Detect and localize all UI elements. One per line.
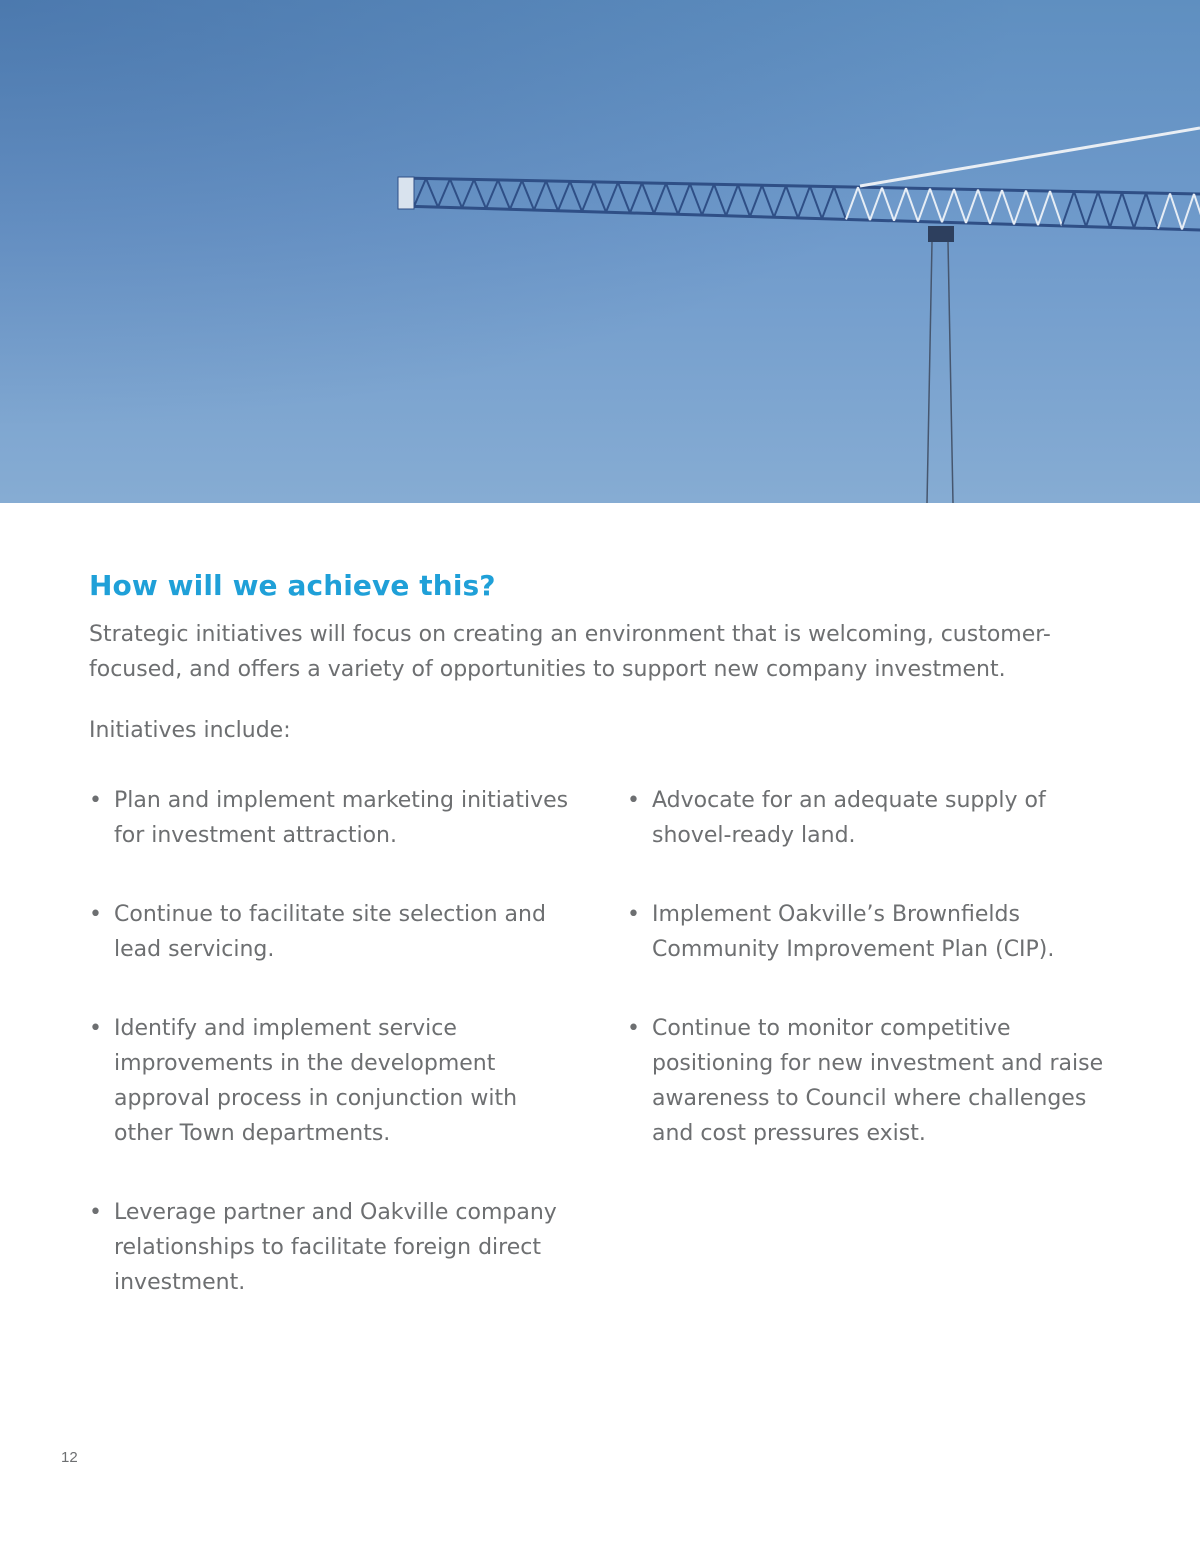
bullet-icon: • (627, 1016, 640, 1041)
bullet-icon: • (627, 902, 640, 927)
section-heading: How will we achieve this? (89, 569, 496, 602)
list-item-text: Leverage partner and Oakville company relationships to facilitate foreign direct investment. (114, 1200, 557, 1295)
intro-paragraph: Strategic initiatives will focus on creating an environment that is welcoming, customer-focused, and offers a variety of opportunities to support new company investment. (89, 622, 1051, 682)
initiatives-lead: Initiatives include: (89, 718, 291, 743)
list-item-text: Advocate for an adequate supply of shovel-ready land. (652, 788, 1046, 848)
list-item-text: Implement Oakville’s Brownfields Community Improvement Plan (CIP). (652, 902, 1055, 962)
bullet-icon: • (89, 788, 102, 813)
list-item (89, 1195, 579, 1300)
achievement-section (89, 567, 1129, 748)
bullet-icon: • (627, 788, 640, 813)
page-number: 12 (61, 1449, 78, 1466)
hero-photo (0, 0, 1200, 503)
initiatives-left-column (89, 783, 579, 1344)
bullet-icon: • (89, 1016, 102, 1041)
list-item-text: Continue to monitor competitive positioning for new investment and raise awareness to Council where challenges and cost pressures exist. (652, 1016, 1104, 1146)
list-item-text: Continue to facilitate site selection and lead servicing. (114, 902, 546, 962)
list-item (627, 783, 1117, 853)
bullet-icon: • (89, 1200, 102, 1225)
list-item-text: Identify and implement service improvements in the development approval process in conjunction with other Town departments. (114, 1016, 518, 1146)
initiatives-list (89, 783, 1129, 1343)
list-item (89, 1011, 579, 1151)
list-item (627, 897, 1117, 967)
initiatives-right-column (627, 783, 1117, 1195)
crane-icon (0, 0, 1200, 503)
list-item (89, 897, 579, 967)
list-item (89, 783, 579, 853)
list-item-text: Plan and implement marketing initiatives for investment attraction. (114, 788, 569, 848)
bullet-icon: • (89, 902, 102, 927)
list-item (627, 1011, 1117, 1151)
